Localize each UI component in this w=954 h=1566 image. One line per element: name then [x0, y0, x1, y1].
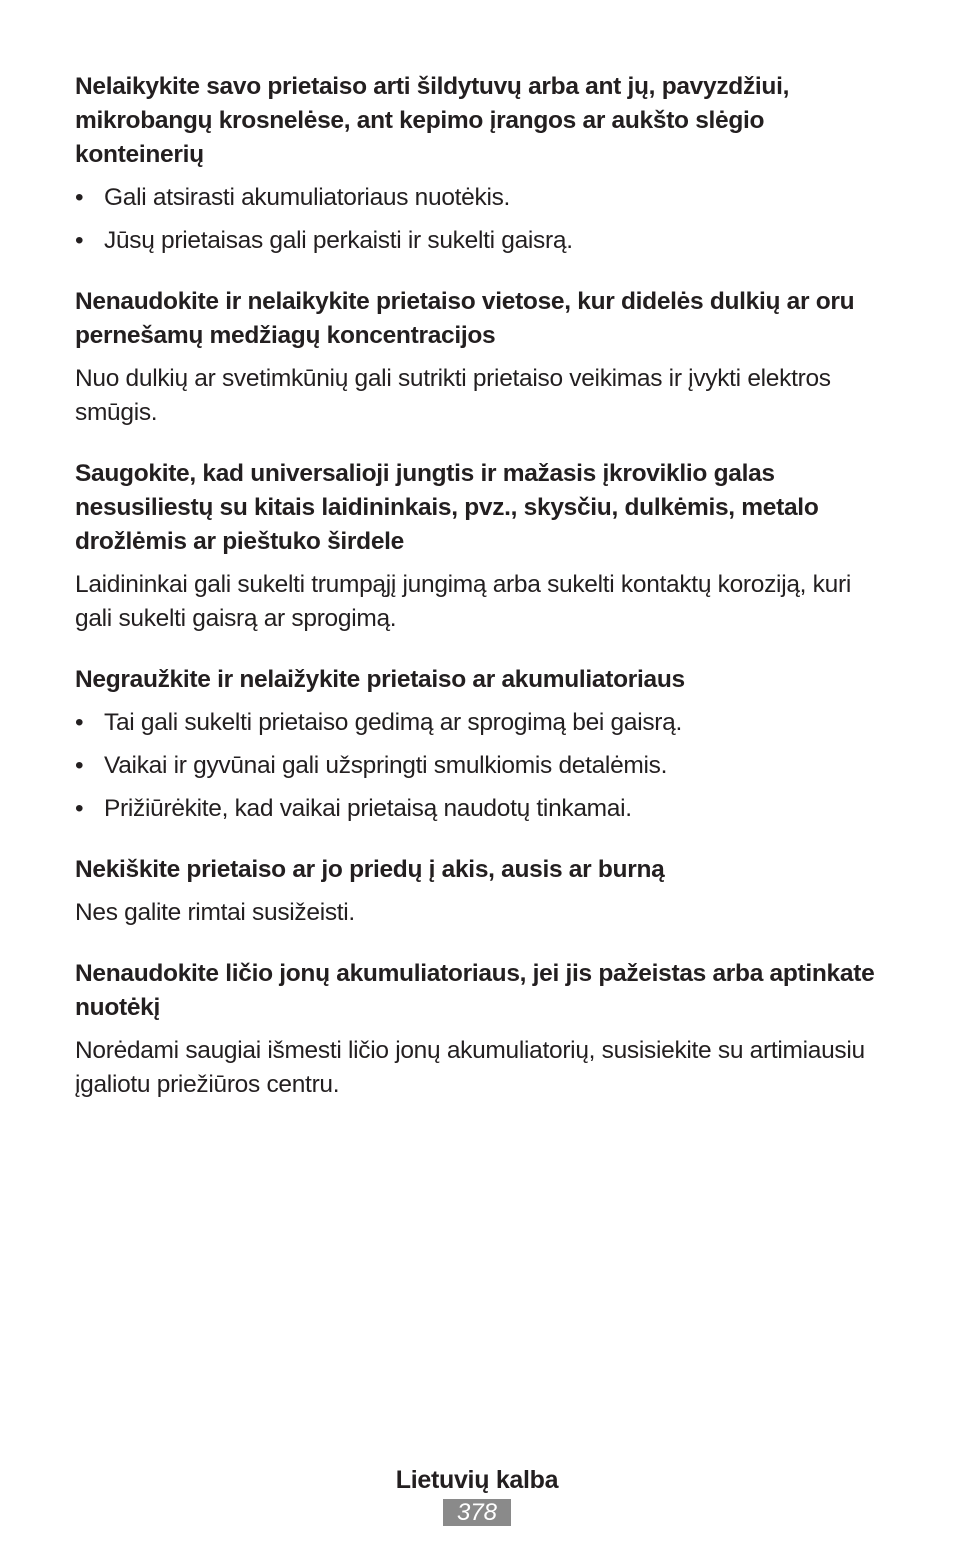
section-text: Laidininkai gali sukelti trumpąjį jungimą arba sukelti kontaktų koroziją, kuri gali sukelti gaisrą ar sprogimą. — [75, 571, 851, 632]
footer-language: Lietuvių kalba — [395, 1466, 559, 1494]
section-text: Nes galite rimtai susižeisti. — [75, 899, 355, 926]
section-heading: Nelaikykite savo prietaiso arti šildytuvų arba ant jų, pavyzdžiui, mikrobangų krosnelėse, ant kepimo įrangos ar aukšto slėgio konteinerių — [75, 73, 790, 168]
bullet-icon: • — [75, 752, 84, 779]
list-item-text: Prižiūrėkite, kad vaikai prietaisą naudotų tinkamai. — [104, 795, 632, 822]
list-item-text: Vaikai ir gyvūnai gali užspringti smulkiomis detalėmis. — [104, 752, 668, 779]
section-heaters — [75, 70, 885, 258]
list-item — [75, 181, 885, 215]
bullet-list — [75, 706, 885, 826]
section-text: Nuo dulkių ar svetimkūnių gali sutrikti prietaiso veikimas ir įvykti elektros smūgis. — [75, 365, 831, 426]
list-item-text: Tai gali sukelti prietaiso gedimą ar sprogimą bei gaisrą. — [104, 709, 682, 736]
section-heading: Nenaudokite ir nelaikykite prietaiso vietose, kur didelės dulkių ar oru pernešamų medžiagų koncentracijos — [75, 288, 855, 349]
section-eyes — [75, 853, 885, 930]
list-item — [75, 749, 885, 783]
list-item-text: Gali atsirasti akumuliatoriaus nuotėkis. — [104, 184, 511, 211]
list-item — [75, 224, 885, 258]
section-text: Norėdami saugiai išmesti ličio jonų akumuliatorių, susisiekite su artimiausiu įgaliotu priežiūros centru. — [75, 1037, 865, 1098]
bullet-list — [75, 181, 885, 258]
list-item-text: Jūsų prietaisas gali perkaisti ir sukelti gaisrą. — [104, 227, 573, 254]
list-item — [75, 792, 885, 826]
section-connector — [75, 457, 885, 636]
section-heading: Nekiškite prietaiso ar jo priedų į akis, ausis ar burną — [75, 856, 665, 883]
section-heading: Nenaudokite ličio jonų akumuliatoriaus, jei jis pažeistas arba aptinkate nuotėkį — [75, 960, 875, 1021]
bullet-icon: • — [75, 227, 84, 254]
page-content — [75, 70, 885, 1102]
section-heading: Saugokite, kad universalioji jungtis ir mažasis įkroviklio galas nesusiliestų su kitais laidininkais, pvz., skysčiu, dulkėmis, metalo drožlėmis ar pieštuko širdele — [75, 460, 819, 555]
bullet-icon: • — [75, 795, 84, 822]
section-battery — [75, 957, 885, 1102]
bullet-icon: • — [75, 709, 84, 736]
section-chewing — [75, 663, 885, 826]
page-footer — [0, 1463, 954, 1526]
list-item — [75, 706, 885, 740]
section-dust — [75, 285, 885, 430]
bullet-icon: • — [75, 184, 84, 211]
section-heading: Negraužkite ir nelaižykite prietaiso ar akumuliatoriaus — [75, 666, 685, 693]
page-number: 378 — [443, 1499, 511, 1526]
